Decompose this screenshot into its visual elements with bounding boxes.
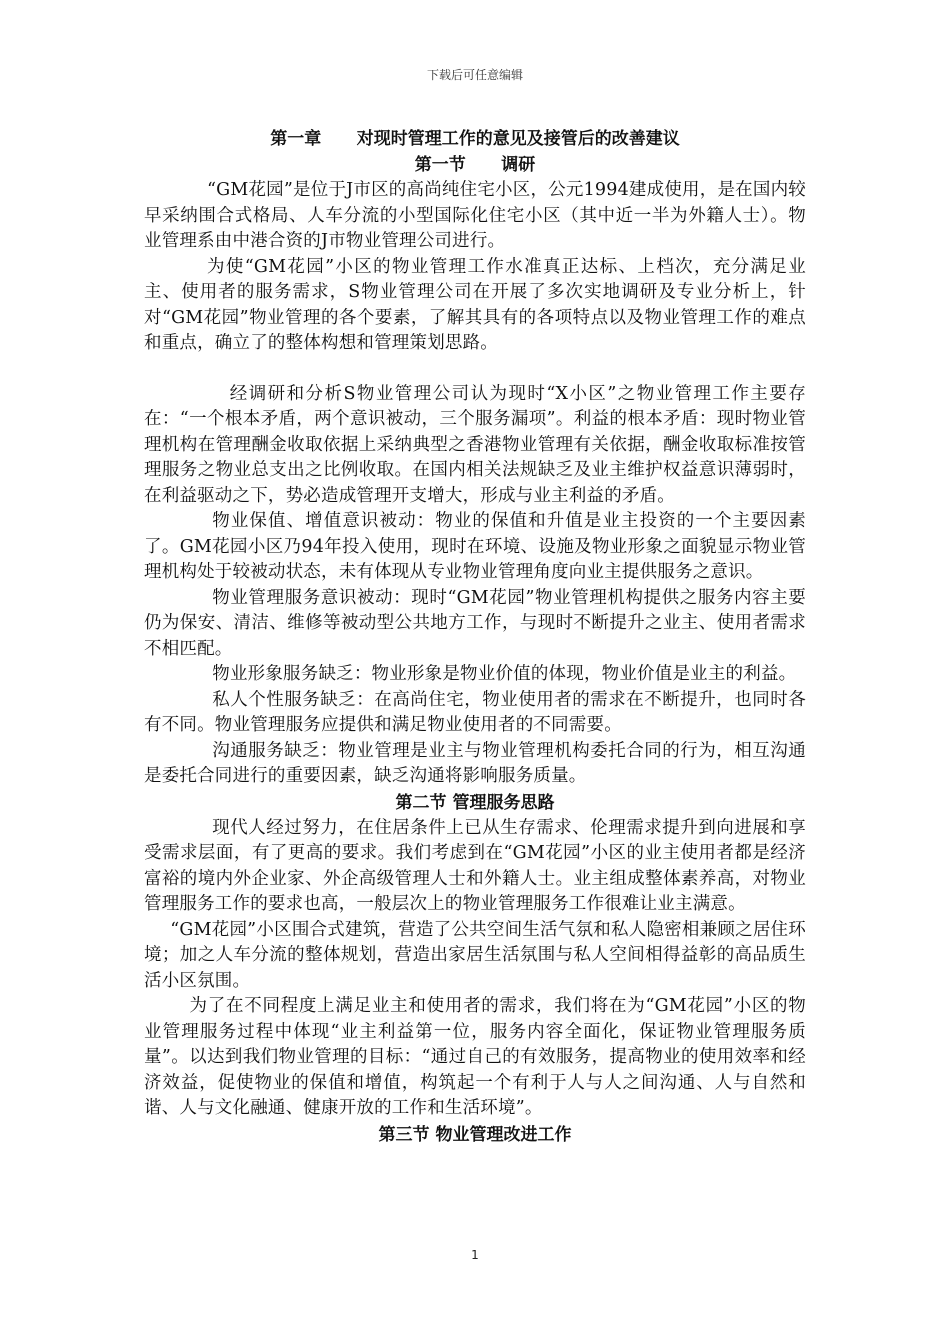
paragraph: 现代人经过努力，在住居条件上已从生存需求、伦理需求提升到向进展和享受需求层面，有了更高的要求。我们考虑到在“GM花园”小区的业主使用者都是经济富裕的境内外企业家、外企高级管理人士和外籍人士。业主组成整体素养高，对物业管理服务工作的要求也高，一般层次上的物业管理服务工作很难让业主满意。 [144, 817, 806, 914]
paragraph: 为使“GM花园”小区的物业管理工作水准真正达标、上档次，充分满足业主、使用者的服务需求，S物业管理公司在开展了多次实地调研及专业分析上，针对“GM花园”物业管理的各个要素，了解其具有的各项特点以及物业管理工作的难点和重点，确立了的整体构想和管理策划思路。 [144, 256, 806, 353]
paragraph: “GM花园”是位于J市区的高尚纯住宅小区，公元1994建成使用，是在国内较早采纳围合式格局、人车分流的小型国际化住宅小区（其中近一半为外籍人士）。物业管理系由中港合资的J市物业管理公司进行。 [144, 180, 806, 251]
page-header: 下载后可任意编辑 [426, 68, 523, 82]
paragraph: “GM花园”小区围合式建筑，营造了公共空间生活气氛和私人隐密相兼顾之居住环境；加之人车分流的整体规划，营造出家居生活氛围与私人空间相得益彰的高品质生活小区氛围。 [144, 919, 806, 991]
paragraph: 私人个性服务缺乏：在高尚住宅，物业使用者的需求在不断提升，也同时各有不同。物业管理服务应提供和满足物业使用者的不同需要。 [144, 689, 806, 735]
paragraph: 为了在不同程度上满足业主和使用者的需求，我们将在为“GM花园”小区的物业管理服务过程中体现“业主利益第一位，服务内容全面化，保证物业管理服务质量”。以达到我们物业管理的目标：“通过自己的有效服务，提高物业的使用效率和经济效益，促使物业的保值和增值，构筑起一个有利于人与人之间沟通、人与自然和谐、人与文化融通、健康开放的工作和生活环境”。 [144, 996, 806, 1118]
section-2-title: 第二节 管理服务思路 [395, 792, 555, 813]
document-body [144, 126, 806, 1148]
paragraph: 物业保值、增值意识被动：物业的保值和升值是业主投资的一个主要因素了。GM花园小区乃94年投入使用，现时在环境、设施及物业形象之面貌显示物业管理机构处于较被动状态，未有体现从专业物业管理角度向业主提供服务之意识。 [144, 511, 806, 582]
paragraph: 物业形象服务缺乏：物业形象是物业价值的体现，物业价值是业主的利益。 [212, 664, 797, 684]
paragraph-gap [144, 357, 806, 382]
page-number: 1 [471, 1248, 479, 1262]
paragraph: 物业管理服务意识被动：现时“GM花园”物业管理机构提供之服务内容主要仍为保安、清洁、维修等被动型公共地方工作，与现时不断提升之业主、使用者需求不相匹配。 [144, 587, 806, 659]
paragraph: 经调研和分析S物业管理公司认为现时“X小区”之物业管理工作主要存在：“一个根本矛盾，两个意识被动，三个服务漏项”。利益的根本矛盾：现时物业管理机构在管理酬金收取依据上采纳典型之香港物业管理有关依据，酬金收取标准按管理服务之物业总支出之比例收取。在国内相关法规缺乏及业主维护权益意识薄弱时，在利益驱动之下，势必造成管理开支增大，形成与业主利益的矛盾。 [144, 383, 806, 506]
section-3-title: 第三节 物业管理改进工作 [378, 1124, 572, 1145]
chapter-title: 第一章 对现时管理工作的意见及接管后的改善建议 [270, 129, 680, 149]
paragraph: 沟通服务缺乏：物业管理是业主与物业管理机构委托合同的行为，相互沟通是委托合同进行的重要因素，缺乏沟通将影响服务质量。 [144, 740, 806, 786]
section-1-title: 第一节 调研 [414, 155, 536, 175]
